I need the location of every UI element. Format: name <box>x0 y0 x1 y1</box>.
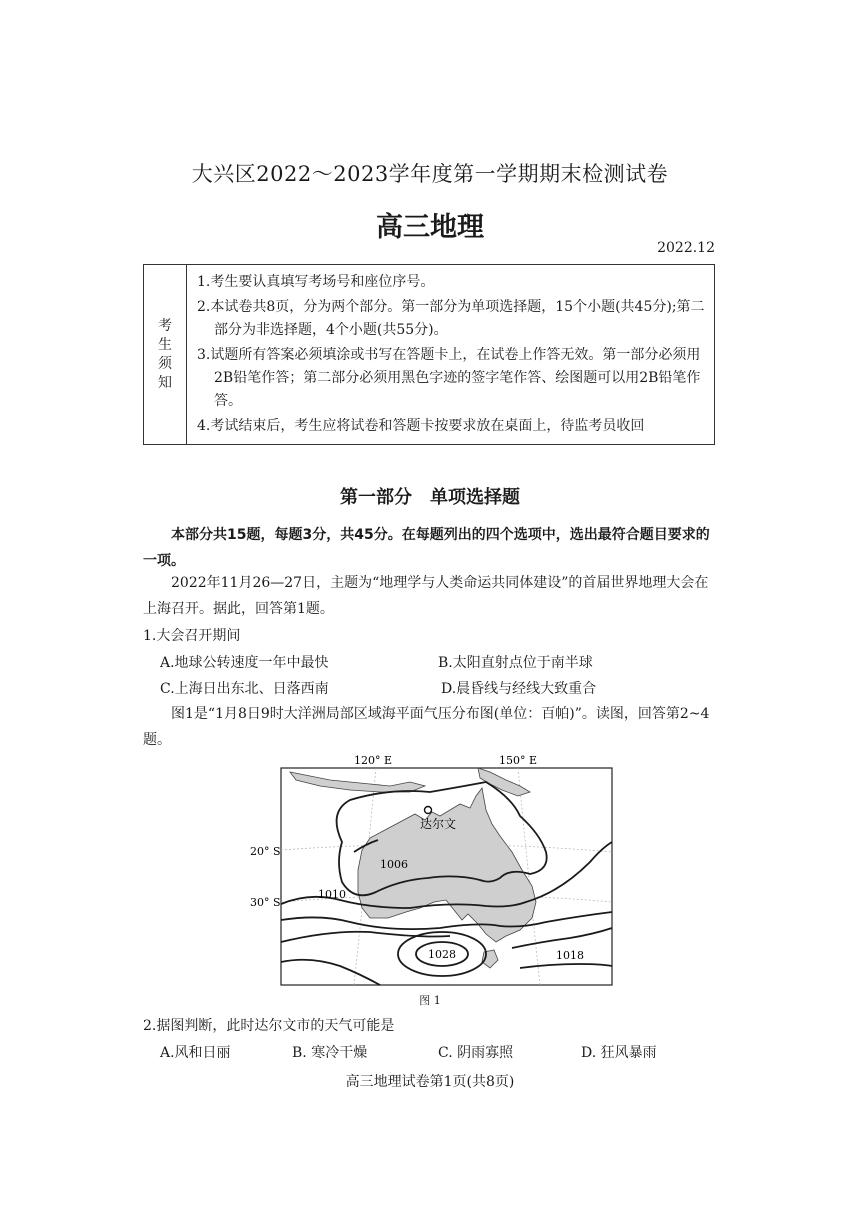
q2-option-a: A.风和日丽 <box>160 1045 231 1061</box>
q2-option-c: C. 阴雨寡照 <box>438 1045 514 1061</box>
q2-option-d: D. 狂风暴雨 <box>581 1045 657 1061</box>
notice-item-2: 2.本试卷共8页，分为两个部分。第一部分为单项选择题，15个小题(共45分);第二部分为非选择题，4个小题(共55分)。 <box>197 299 705 338</box>
q2-option-b: B. 寒冷干燥 <box>292 1045 368 1061</box>
question-intro-2: 图1是“1月8日9时大洋洲局部区域海平面气压分布图(单位：百帕)”。读图，回答第2~4题。 <box>143 706 710 748</box>
map-caption: 图 1 <box>419 994 441 1007</box>
section-instruction: 本部分共15题，每题3分，共45分。在每题列出的四个选项中，选出最符合题目要求的一项。 <box>143 527 710 569</box>
question-2-stem: 2.据图判断，此时达尔文市的天气可能是 <box>143 1018 395 1034</box>
lat-label-30s: 30° S <box>250 896 281 909</box>
section-title: 第一部分 单项选择题 <box>340 487 520 508</box>
notice-item-4: 4.考试结束后，考生应将试卷和答题卡按要求放在桌面上，待监考员收回 <box>197 418 645 434</box>
q1-option-d: D.晨昏线与经线大致重合 <box>441 681 597 697</box>
subject-title: 高三地理 <box>376 212 484 243</box>
notice-items <box>187 265 715 445</box>
lon-label-150e: 150° E <box>499 754 538 767</box>
q1-option-a: A.地球公转速度一年中最快 <box>160 655 329 671</box>
exam-date: 2022.12 <box>657 240 715 256</box>
pressure-map <box>250 752 620 990</box>
notice-label-text: 考 生 须 知 <box>158 317 172 391</box>
isobar-label-1010: 1010 <box>318 888 346 901</box>
isobar-label-1018: 1018 <box>556 949 584 962</box>
page-footer: 高三地理试卷第1页(共8页) <box>345 1074 515 1090</box>
question-1-stem: 1.大会召开期间 <box>143 628 241 644</box>
lon-label-120e: 120° E <box>354 754 393 767</box>
lat-label-20s: 20° S <box>250 845 281 858</box>
question-intro-1: 2022年11月26—27日，主题为“地理学与人类命运共同体建设”的首届世界地理大会在上海召开。据此，回答第1题。 <box>143 575 709 617</box>
q1-option-c: C.上海日出东北、日落西南 <box>160 681 329 697</box>
isobar-label-1006: 1006 <box>380 858 408 871</box>
city-marker <box>425 807 432 814</box>
notice-item-1: 1.考生要认真填写考场号和座位序号。 <box>197 274 435 290</box>
exam-title: 大兴区2022～2023学年度第一学期期末检测试卷 <box>191 162 669 186</box>
notice-item-3: 3.试题所有答案必须填涂或书写在答题卡上，在试卷上作答无效。第一部分必须用2B铅笔作答；第二部分必须用黑色字迹的签字笔作答、绘图题可以用2B铅笔作答。 <box>197 347 701 409</box>
city-label: 达尔文 <box>420 817 457 831</box>
isobar-label-1028: 1028 <box>428 948 456 961</box>
notice-label <box>144 265 187 445</box>
q1-option-b: B.太阳直射点位于南半球 <box>438 655 593 671</box>
notice-box <box>143 264 715 445</box>
